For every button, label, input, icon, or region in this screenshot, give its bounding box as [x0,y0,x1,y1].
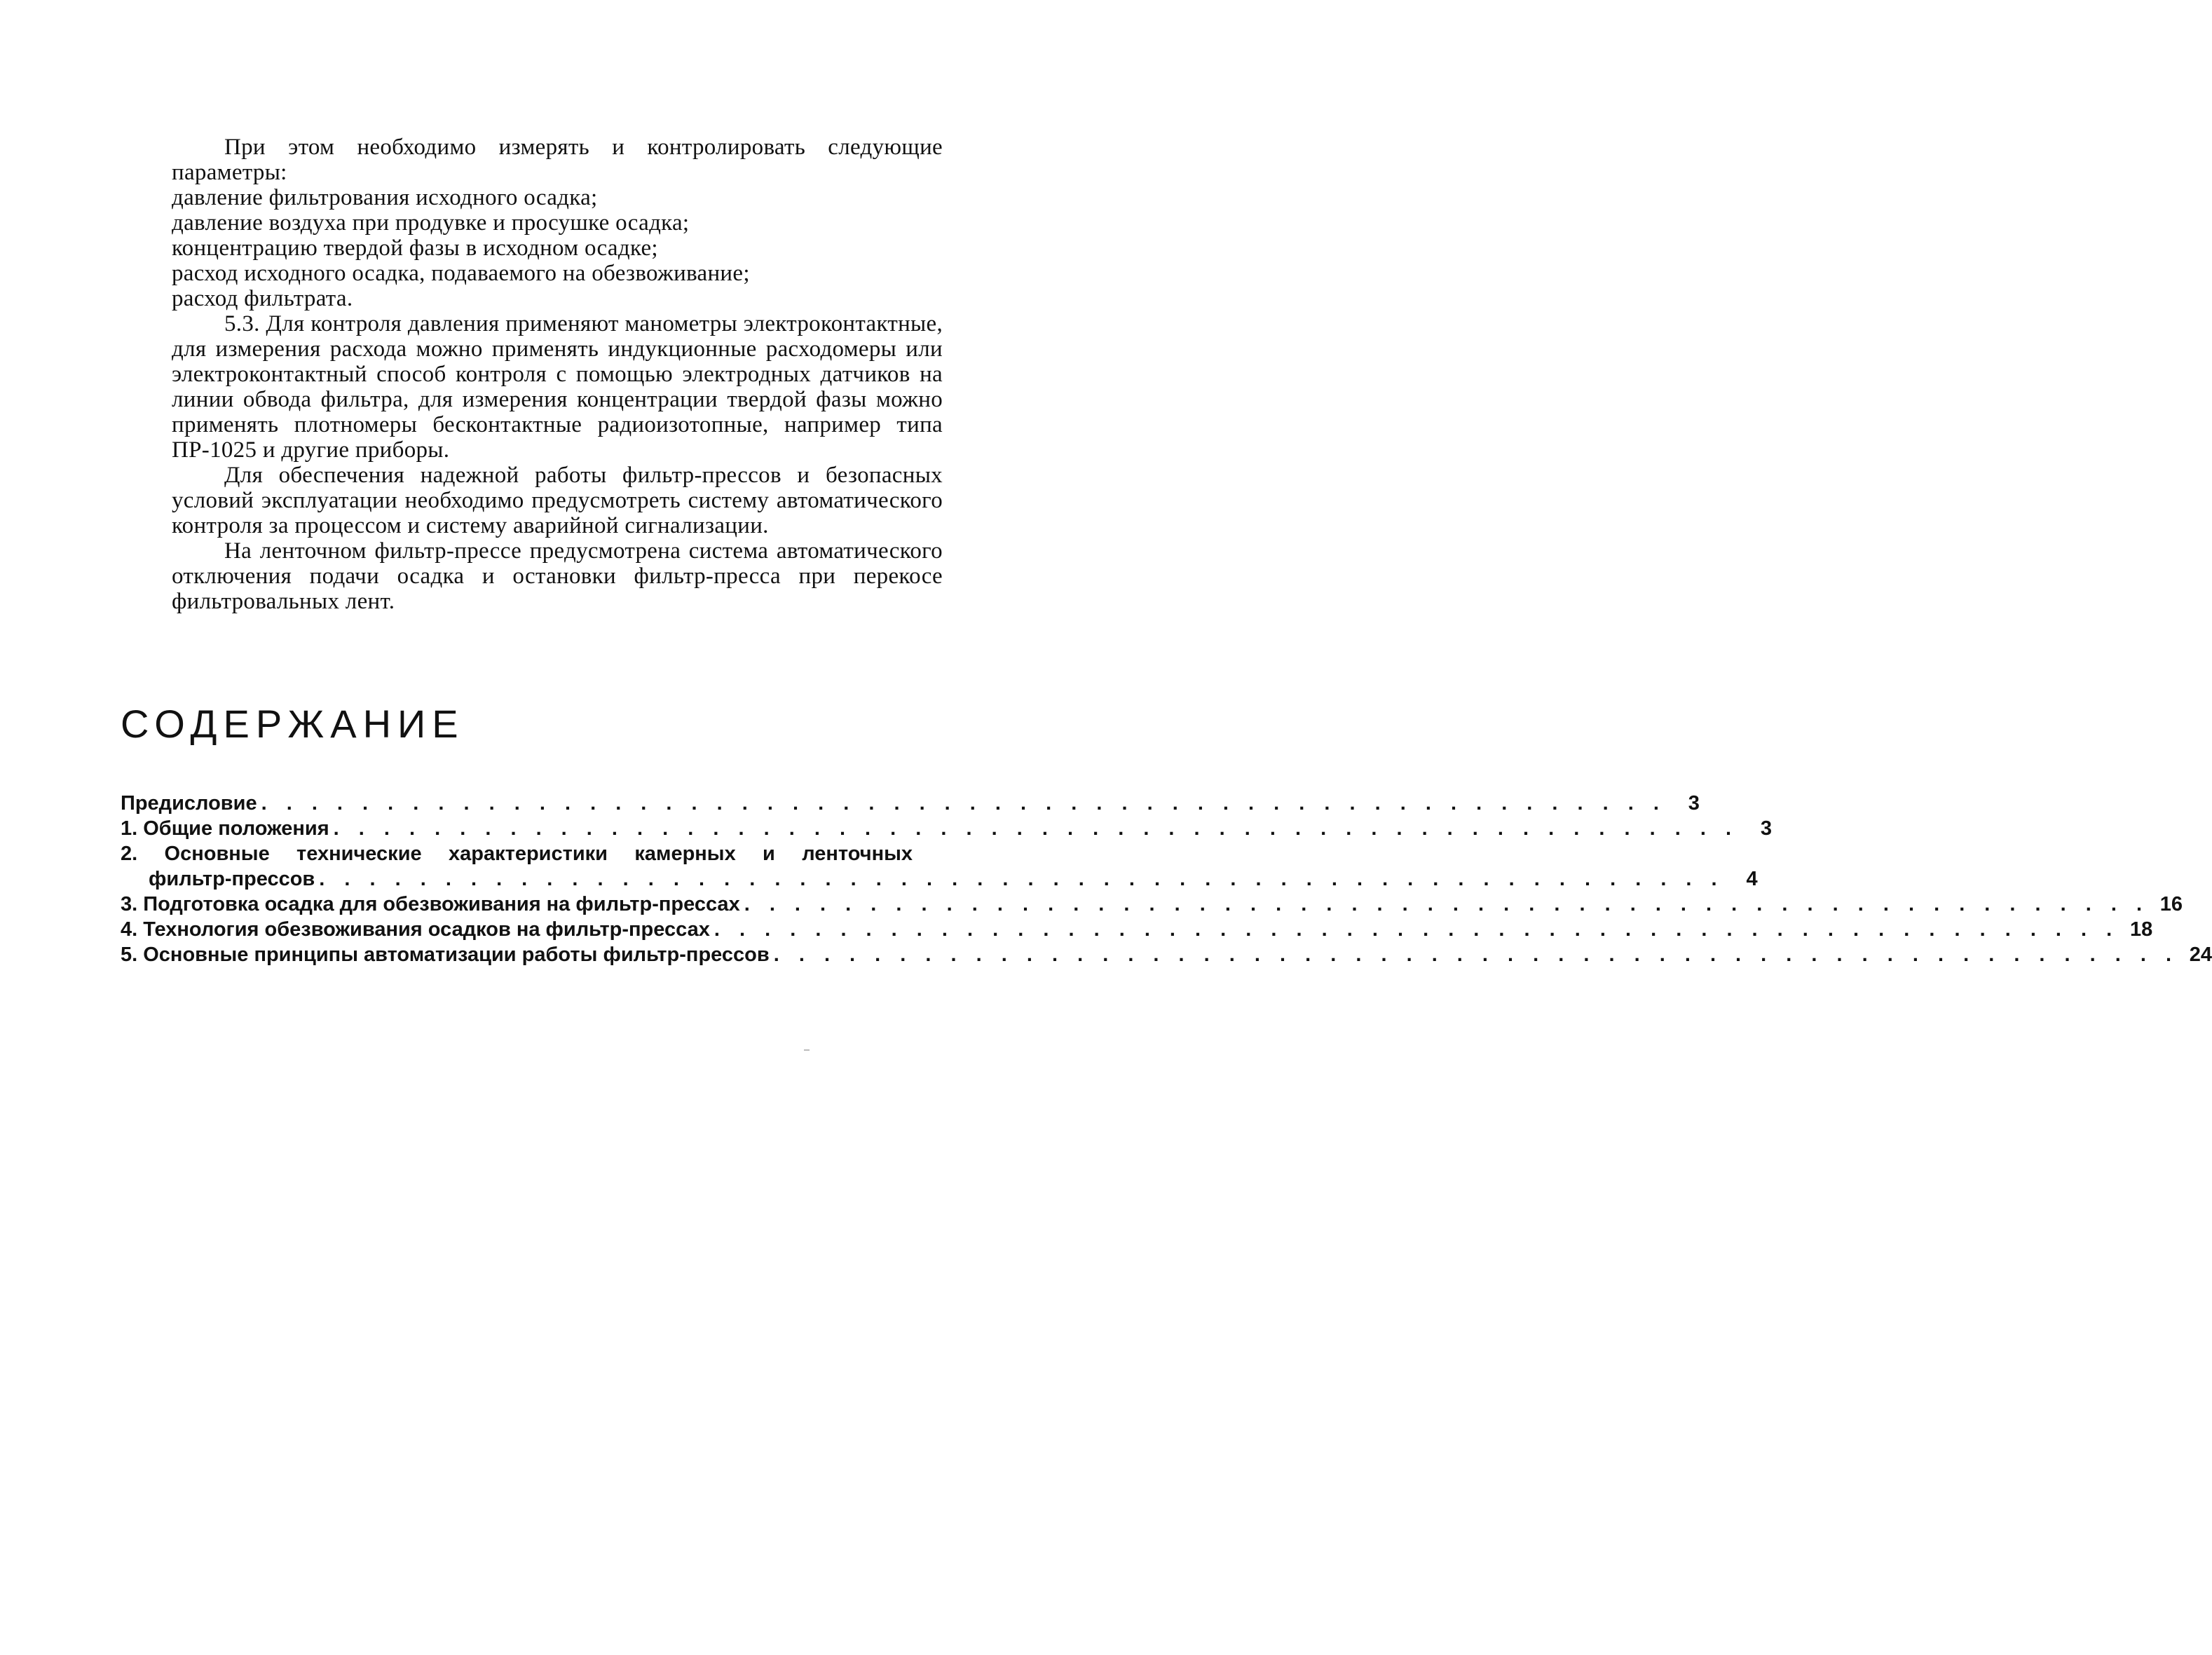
toc-entry [121,892,2183,917]
toc-entry-page: 24 [2189,944,2212,966]
toc-leader-dots [329,816,1738,841]
toc-leader-dots [740,892,2149,917]
list-item: давление фильтрования исходного осадка; [172,185,598,210]
scan-speck [804,1049,810,1051]
table-of-contents [121,791,2212,967]
toc-leader-dots [315,866,1723,892]
toc-entry-page: 16 [2159,893,2183,915]
list-item: расход исходного осадка, подаваемого на обезвоживание; [172,261,750,286]
list-item: давление воздуха при продувке и просушке осадка; [172,210,690,236]
toc-leader-dots [257,791,1666,816]
body-text [172,135,943,614]
toc-entry-title: 2. Основные технические характеристики камерных и ленточных [121,843,913,865]
toc-entry [121,866,1758,892]
toc-entry-title: 5. Основные принципы автоматизации работы фильтр-прессов [121,944,770,966]
toc-leader-dots [770,942,2178,967]
toc-entry-page: 18 [2129,918,2153,941]
parameters-list [172,185,943,311]
contents-heading: СОДЕРЖАНИЕ [121,702,465,746]
list-item: концентрацию твердой фазы в исходном осадке; [172,236,658,261]
toc-entry-page: 3 [1760,817,1772,840]
toc-entry [121,816,1772,841]
toc-entry-title: Предисловие [121,792,257,815]
toc-entry [121,791,1700,816]
toc-entry-title: 3. Подготовка осадка для обезвоживания на фильтр-прессах [121,893,740,915]
paragraph-parameters-intro: При этом необходимо измерять и контролировать следующие параметры: [172,135,943,185]
paragraph-5-3: 5.3. Для контроля давления применяют манометры электроконтактные, для измерения расхода можно применять индукционные расходомеры или электроконтактный способ контроля с помощью электродных датчиков на линии обвода фильтра, для измерения концентрации твердой фазы можно применять плотномеры бесконтактные радиоизотопные, например типа ПР-1025 и другие приборы. [172,311,943,463]
toc-entry-title: фильтр-прессов [149,868,315,890]
paragraph-reliability: Для обеспечения надежной работы фильтр-прессов и безопасных условий эксплуатации необходимо предусмотреть систему автоматического контроля за процессом и систему аварийной сигнализации. [172,463,943,538]
list-item: расход фильтрата. [172,286,353,311]
toc-entry [121,841,946,866]
toc-entry-page: 3 [1688,792,1700,815]
toc-entry-title: 1. Общие положения [121,817,329,840]
toc-entry-title: 4. Технология обезвоживания осадков на фильтр-прессах [121,918,710,941]
toc-entry-page: 4 [1746,868,1758,890]
toc-entry [121,942,2212,967]
toc-entry [121,917,2153,942]
toc-leader-dots [710,917,2119,942]
paragraph-belt-press: На ленточном фильтр-прессе предусмотрена система автоматического отключения подачи осадка и остановки фильтр-пресса при перекосе фильтровальных лент. [172,538,943,614]
